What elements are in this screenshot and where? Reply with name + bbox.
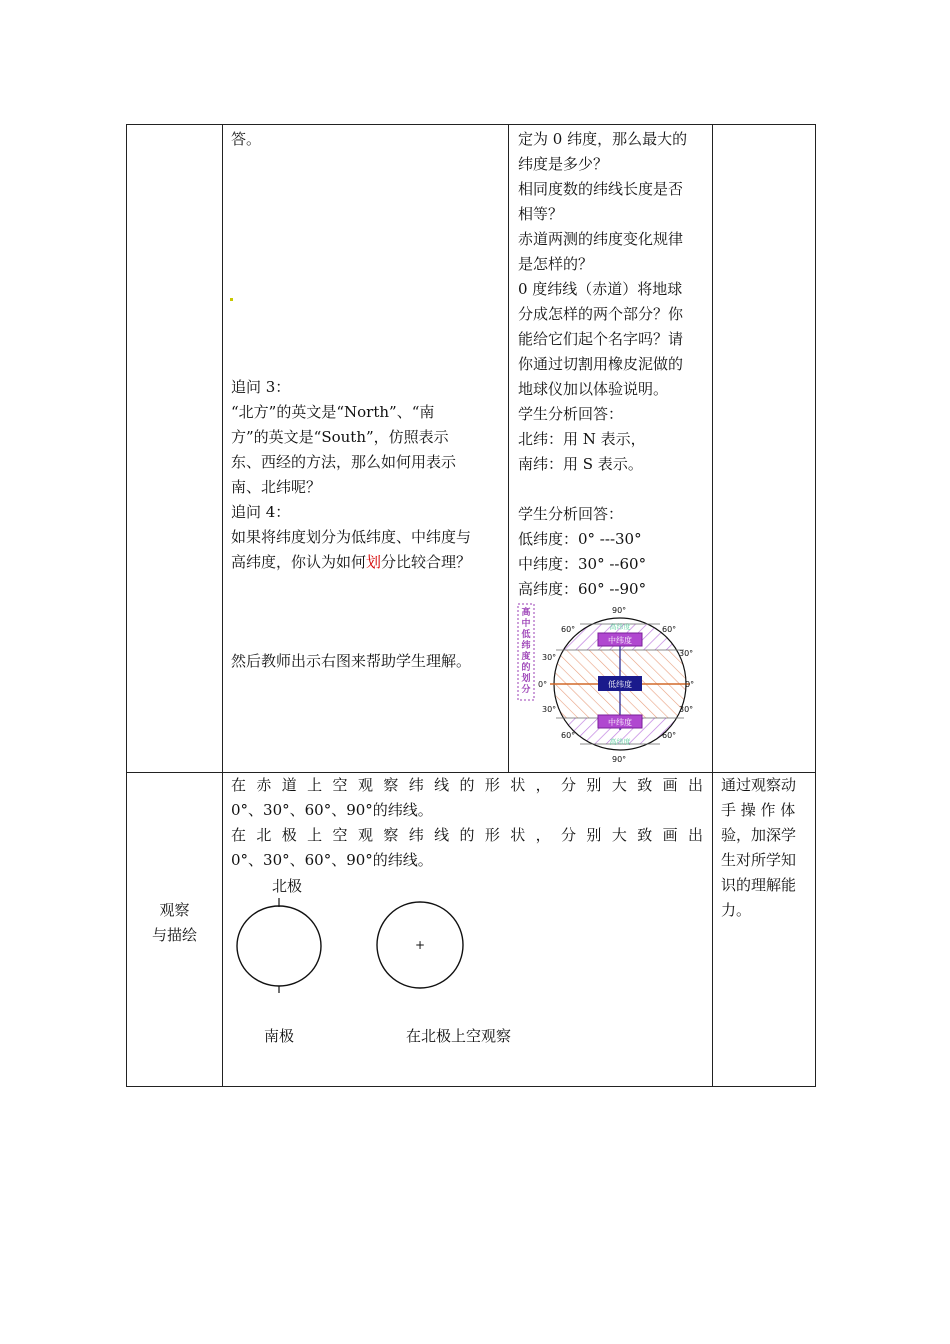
side-title-char: 划 [521, 674, 531, 684]
deg-30: 30° [542, 705, 557, 714]
observation-instructions-line2: 0°、30°、60°、90°的纬线。 [231, 801, 433, 819]
column-divider [222, 125, 223, 1086]
teacher-followup: 追问 3： “北方”的英文是“North”、“南 方”的英文是“South”，仿照表示 东、西经的方法，那么如何用表示 南、北纬呢？ 追问 4： 如果将纬度划分为低纬度、中纬度与 高纬度，你认为如何划分比较合理？ [231, 378, 472, 571]
deg-30: 30° [679, 705, 694, 714]
deg-30: 30° [679, 649, 694, 658]
low-lat-label: 低纬度 [608, 680, 632, 689]
teacher-text-top: 答。 [231, 130, 262, 148]
side-title-char: 低 [521, 630, 531, 640]
deg-90-top: 90° [612, 606, 627, 615]
latitude-zones-diagram [514, 598, 714, 768]
equator-view-circle [237, 906, 321, 986]
side-title-char: 纬 [521, 641, 531, 651]
side-title-char: 高 [521, 608, 531, 618]
above-north-label: 在北极上空观察 [406, 1027, 512, 1045]
deg-60: 60° [662, 625, 677, 634]
side-title-char: 的 [521, 663, 531, 673]
observation-instructions-2: 在北极上空观察纬线的形状，分别大致画出 [231, 826, 703, 844]
deg-60: 60° [561, 731, 576, 740]
teacher-closing: 然后教师出示右图来帮助学生理解。 [231, 652, 472, 670]
north-pole-label: 北极 [272, 877, 303, 895]
high-lat-label-south: 高纬度 [609, 738, 631, 746]
purpose-text: 通过观察动 手 操 作 体 验，加深学 生对所学知 识的理解能 力。 [721, 776, 797, 919]
drawing-area [230, 895, 480, 1000]
side-title-char: 中 [521, 619, 531, 629]
deg-60: 60° [561, 625, 576, 634]
high-lat-label-north: 高纬度 [609, 623, 631, 631]
deg-0: 0° [685, 680, 695, 689]
student-text: 定为 0 纬度，那么最大的 纬度是多少？ 相同度数的纬线长度是否 相等？ 赤道两测的纬度变化规律 是怎样的？ 0 度纬线（赤道）将地球 分成怎样的两个部分？你 能给它们起个名字吗？请 你通过切割用橡皮泥做的 地球仪加以体验说明。 学生分析回答： 北纬：用 N 表示， 南纬：用 S 表示。 学生分析回答： 低纬度：0° ---30° 中纬度：30° --60° 高纬度：60° --90° [518, 130, 688, 598]
column-divider [508, 125, 509, 772]
deg-90-bottom: 90° [612, 755, 627, 764]
deg-30: 30° [542, 653, 557, 662]
south-pole-label: 南极 [264, 1027, 295, 1045]
mid-lat-label: 中纬度 [608, 718, 632, 727]
deg-0: 0° [538, 680, 548, 689]
mid-lat-label: 中纬度 [608, 636, 632, 645]
section-title: 观察 与描绘 [151, 901, 197, 944]
center-mark: + [414, 938, 426, 952]
stray-mark [230, 298, 233, 301]
side-title-char: 分 [521, 685, 531, 695]
side-title-char: 度 [521, 652, 531, 662]
observation-instructions-2-line2: 0°、30°、60°、90°的纬线。 [231, 851, 433, 869]
observation-instructions: 在赤道上空观察纬线的形状，分别大致画出 [231, 776, 703, 794]
deg-60: 60° [662, 731, 677, 740]
